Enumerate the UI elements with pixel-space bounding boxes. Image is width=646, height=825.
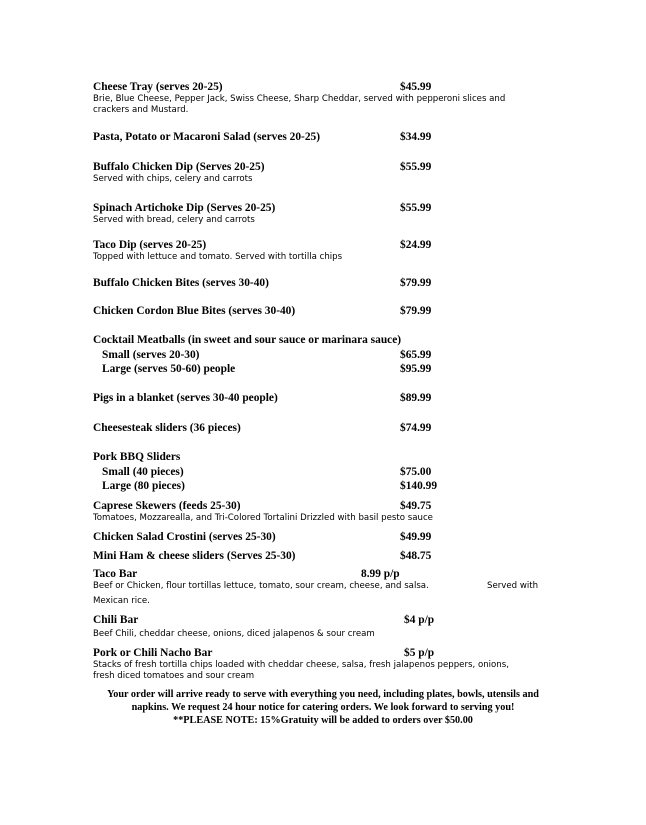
item-price-cheese-tray: $45.99: [400, 81, 432, 93]
item-price-cordon-bleu: $79.99: [400, 305, 432, 317]
meatballs-large-label: Large (serves 50-60) people: [102, 363, 236, 375]
footer-gratuity-note: **PLEASE NOTE: 15%Gratuity will be added to orders over $50.00: [173, 715, 473, 726]
footer-note-line-1: Your order will arrive ready to serve with everything you need, including plates, bowls, utensils and: [107, 689, 539, 700]
item-price-ham-sliders: $48.75: [400, 550, 432, 562]
item-desc-taco-bar-1: Beef or Chicken, flour tortillas lettuce, tomato, sour cream, cheese, and salsa.: [93, 581, 429, 591]
item-name-salad: Pasta, Potato or Macaroni Salad (serves 20-25): [93, 131, 321, 143]
item-price-caprese: $49.75: [400, 500, 432, 512]
pork-bbq-large-label: Large (80 pieces): [102, 480, 185, 492]
item-price-spinach-dip: $55.99: [400, 202, 432, 214]
item-name-caprese: Caprese Skewers (feeds 25-30): [93, 500, 241, 512]
item-name-nacho-bar: Pork or Chili Nacho Bar: [93, 647, 213, 659]
item-desc-nacho-bar-2: fresh diced tomatoes and sour cream: [93, 671, 255, 681]
item-desc-cheese-tray-1: Brie, Blue Cheese, Pepper Jack, Swiss Cheese, Sharp Cheddar, served with pepperoni slices and: [93, 94, 506, 104]
item-price-buffalo-dip: $55.99: [400, 161, 432, 173]
item-name-cheesesteak: Cheesesteak sliders (36 pieces): [93, 422, 241, 434]
item-desc-taco-bar-2: Mexican rice.: [93, 596, 150, 606]
item-price-chili-bar: $4 p/p: [404, 614, 435, 626]
item-price-nacho-bar: $5 p/p: [404, 647, 435, 659]
item-name-pork-bbq: Pork BBQ Sliders: [93, 451, 181, 463]
pork-bbq-small-price: $75.00: [400, 466, 432, 478]
item-desc-buffalo-dip: Served with chips, celery and carrots: [93, 174, 253, 184]
footer-note-line-2: napkins. We request 24 hour notice for catering orders. We look forward to serving you!: [131, 702, 515, 713]
item-name-chili-bar: Chili Bar: [93, 614, 139, 626]
item-price-taco-dip: $24.99: [400, 239, 432, 251]
item-desc-spinach-dip: Served with bread, celery and carrots: [93, 215, 255, 225]
item-price-buffalo-bites: $79.99: [400, 277, 432, 289]
item-name-buffalo-bites: Buffalo Chicken Bites (serves 30-40): [93, 277, 269, 289]
meatballs-small-price: $65.99: [400, 349, 432, 361]
item-name-meatballs: Cocktail Meatballs (in sweet and sour sauce or marinara sauce): [93, 334, 402, 346]
item-desc-caprese: Tomatoes, Mozzarealla, and Tri-Colored Tortalini Drizzled with basil pesto sauce: [93, 513, 433, 523]
item-name-cheese-tray: Cheese Tray (serves 20-25): [93, 81, 223, 93]
pork-bbq-large-price: $140.99: [400, 480, 438, 492]
item-name-taco-dip: Taco Dip (serves 20-25): [93, 239, 207, 251]
item-desc-taco-bar-tail: Served with: [487, 581, 539, 591]
item-name-cordon-bleu: Chicken Cordon Blue Bites (serves 30-40): [93, 305, 296, 317]
item-name-pigs: Pigs in a blanket (serves 30-40 people): [93, 392, 278, 404]
item-name-taco-bar: Taco Bar: [93, 568, 138, 580]
item-desc-cheese-tray-2: crackers and Mustard.: [93, 105, 189, 115]
meatballs-small-label: Small (serves 20-30): [102, 349, 200, 361]
item-price-crostini: $49.99: [400, 531, 432, 543]
item-price-cheesesteak: $74.99: [400, 422, 432, 434]
item-name-crostini: Chicken Salad Crostini (serves 25-30): [93, 531, 276, 543]
item-desc-taco-dip: Topped with lettuce and tomato. Served with tortilla chips: [93, 252, 343, 262]
item-name-spinach-dip: Spinach Artichoke Dip (Serves 20-25): [93, 202, 276, 214]
item-price-pigs: $89.99: [400, 392, 432, 404]
item-price-taco-bar: 8.99 p/p: [361, 568, 400, 580]
item-name-ham-sliders: Mini Ham & cheese sliders (Serves 25-30): [93, 550, 296, 562]
item-desc-chili-bar: Beef Chili, cheddar cheese, onions, diced jalapenos & sour cream: [93, 629, 375, 639]
item-price-salad: $34.99: [400, 131, 432, 143]
meatballs-large-price: $95.99: [400, 363, 432, 375]
item-name-buffalo-dip: Buffalo Chicken Dip (Serves 20-25): [93, 161, 265, 173]
item-desc-nacho-bar-1: Stacks of fresh tortilla chips loaded with cheddar cheese, salsa, fresh jalapenos peppers, onions,: [93, 660, 509, 670]
pork-bbq-small-label: Small (40 pieces): [102, 466, 184, 478]
